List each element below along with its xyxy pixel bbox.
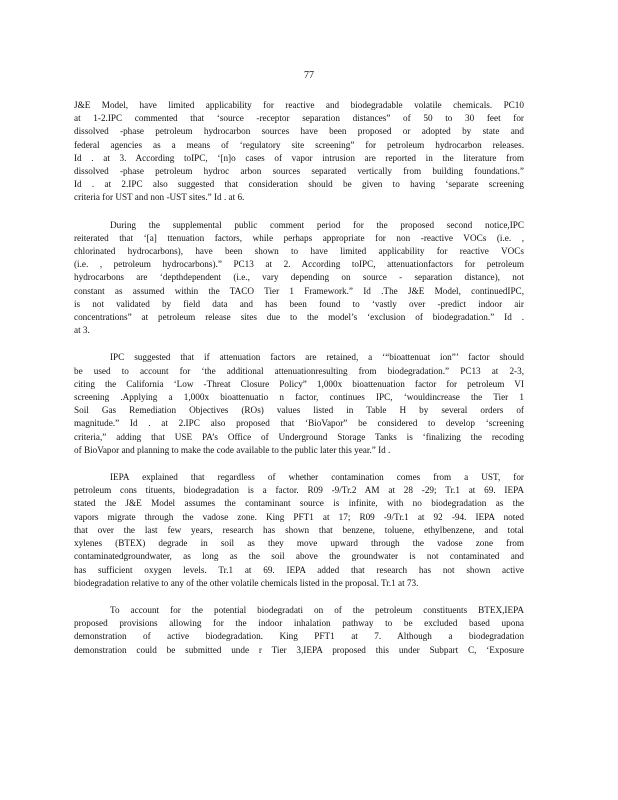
page-number: 77 — [304, 70, 314, 81]
text-line: Soil Gas Remediation Objectives (ROs) values listed in Table H by several orders of — [74, 405, 524, 416]
text-line: dissolved -phase petroleum hydrocarbon sources have been proposed or adopted by state and — [74, 126, 524, 137]
text-line: at 1-2.IPC commented that ‘source -receptor separation distances” of 50 to 30 feet for — [74, 113, 524, 124]
text-line: Id . at 3. According toIPC, ‘[n]o cases of vapor intrusion are reported in the literature from — [74, 152, 524, 163]
text-line: proposed provisions allowing for the indoor inhalation pathway to be excluded based upona — [74, 618, 524, 629]
text-line: demonstration of active biodegradation. King PFT1 at 7. Although a biodegradation — [74, 631, 524, 642]
text-line: screening .Applying a 1,000x bioattenuatio n factor, continues IPC, ‘wouldincrease the Tier 1 — [74, 392, 524, 403]
text-line: petroleum cons tituents, biodegradation is a factor. R09 -9/Tr.2 AM at 28 -29; Tr.1 at 69. IEPA — [74, 485, 524, 496]
text-line: is not validated by field data and has been found to ‘vastly over -predict indoor air — [74, 298, 524, 309]
paragraph-1 — [74, 99, 524, 205]
text-line: of BioVapor and planning to make the code available to the public later this year.” Id . — [74, 444, 391, 455]
text-line: federal agencies as a means of ‘regulatory site screening” for petroleum hydrocarbon releases. — [74, 139, 524, 150]
text-line: J&E Model, have limited applicability for reactive and biodegradable volatile chemicals. PC10 — [74, 100, 524, 110]
paragraph-4 — [74, 471, 524, 590]
text-line: contaminatedgroundwater, as long as the soil above the groundwater is not contaminated and — [74, 551, 524, 562]
text-line: reiterated that ‘[a] ttenuation factors, while perhaps appropriate for non -reactive VOCs (i.e. , — [74, 232, 524, 243]
text-line: chlorinated hydrocarbons), have been shown to have limited applicability for reactive VOCs — [74, 246, 524, 257]
text-line: (i.e. , petroleum hydrocarbons).” PC13 at 2. According toIPC, attenuationfactors for petroleum — [74, 259, 524, 270]
text-line: During the supplemental public comment period for the proposed second notice,IPC — [110, 219, 524, 230]
text-line: IPC suggested that if attenuation factors are retained, a ‘“bioattenuat ion”’ factor should — [110, 352, 524, 363]
text-line: at 3. — [74, 325, 90, 336]
text-line: constant as assumed within the TACO Tier 1 Framework.” Id .The J&E Model, continuedIPC, — [74, 285, 524, 296]
text-line: stated the J&E Model assumes the contaminant source is infinite, with no biodegradation as the — [74, 498, 524, 509]
paragraph-3 — [74, 351, 524, 457]
text-line: xylenes (BTEX) degrade in soil as they move upward through the vadose zone from — [74, 538, 524, 549]
text-line: criteria,” adding that USE PA’s Office of Underground Storage Tanks is ‘finalizing the recoding — [74, 431, 524, 442]
text-line: biodegradation relative to any of the other volatile chemicals listed in the proposal. Tr.1 at 73. — [74, 577, 419, 588]
text-line: IEPA explained that regardless of whether contamination comes from a UST, for — [110, 472, 524, 483]
text-line: demonstration could be submitted unde r Tier 3,IEPA proposed this under Subpart C, ‘Exposure — [74, 644, 524, 655]
text-line: that over the last few years, research has shown that benzene, toluene, ethylbenzene, and total — [74, 524, 524, 535]
text-line: citing the California ‘Low -Threat Closure Policy” 1,000x bioattenuation factor for petroleum VI — [74, 378, 524, 389]
text-line: magnitude.” Id . at 2.IPC also proposed that ‘BioVapor” be considered to develop ‘screening — [74, 418, 524, 429]
text-line: Id . at 2.IPC also suggested that consideration should be given to having ‘separate screening — [74, 179, 524, 190]
text-line: hydrocarbons are ‘depthdependent (i.e., vary depending on source - separation distance), not — [74, 272, 524, 283]
paragraph-5 — [74, 604, 524, 657]
document-body — [74, 99, 524, 671]
text-line: concentrations” at petroleum release sites due to the model’s ‘exclusion of biodegradation.” Id . — [74, 312, 524, 323]
text-line: be used to account for ‘the additional attenuationresulting from biodegradation.” PC13 at 2-3, — [74, 365, 524, 376]
text-line: To account for the potential biodegradati on of the petroleum constituents BTEX,IEPA — [110, 604, 524, 615]
text-line: has sufficient oxygen levels. Tr.1 at 69. IEPA added that research has not shown active — [74, 564, 524, 575]
text-line: dissolved -phase petroleum hydroc arbon sources separated vertically from building foundations.” — [74, 166, 524, 177]
paragraph-2 — [74, 219, 524, 338]
text-line: vapors migrate through the vadose zone. King PFT1 at 17; R09 -9/Tr.1 at 92 -94. IEPA noted — [74, 511, 524, 522]
text-line: criteria for UST and non -UST sites.” Id . at 6. — [74, 192, 245, 203]
